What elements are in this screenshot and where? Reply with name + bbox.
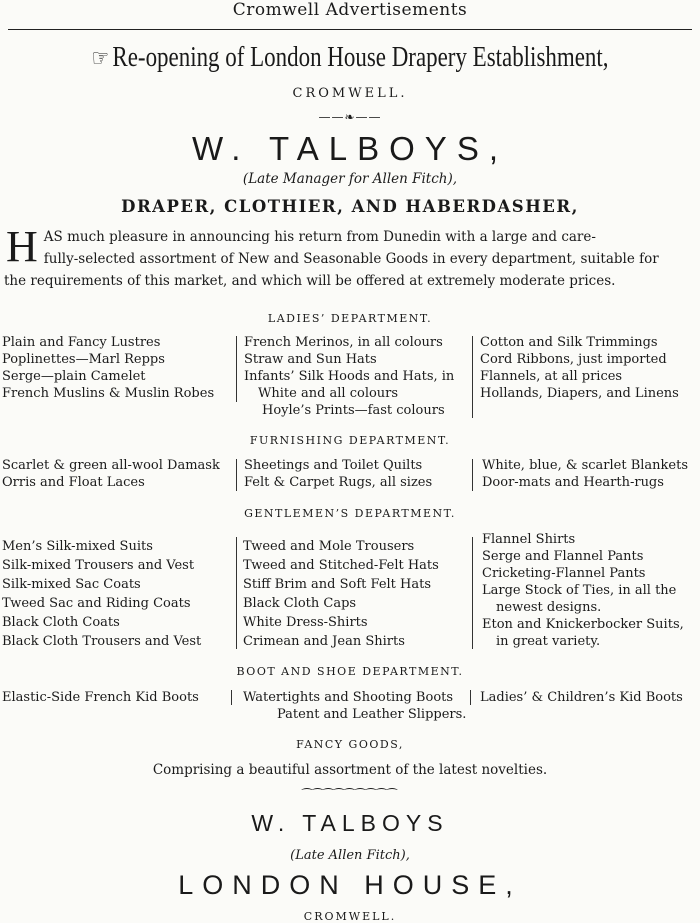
boots-dept-title: BOOT AND SHOE DEPARTMENT.: [236, 665, 464, 678]
list-item: Crimean and Jean Shirts: [243, 634, 405, 649]
ornament-divider: ——❧——: [318, 110, 382, 124]
running-head: Cromwell Advertisements: [232, 0, 468, 20]
ornament-divider-2: ⁀⁀⁀⁀⁀⁀⁀⁀⁀: [302, 788, 398, 802]
list-item: Ladies’ & Children’s Kid Boots: [480, 690, 683, 705]
list-item: Tweed and Stitched-Felt Hats: [243, 558, 439, 573]
furnishing-col-1: [2, 457, 220, 491]
trades-line: DRAPER, CLOTHIER, AND HABERDASHER,: [121, 197, 579, 216]
boots-col-2: [243, 689, 466, 723]
list-item: French Merinos, in all colours: [244, 335, 443, 350]
list-item: Silk-mixed Trousers and Vest: [2, 558, 195, 573]
gentlemen-col-3: [482, 531, 684, 650]
fancy-goods-description: Comprising a beautiful assortment of the latest novelties.: [152, 762, 548, 778]
list-item: Poplinettes—Marl Repps: [2, 352, 165, 367]
list-item: Orris and Float Laces: [2, 475, 145, 490]
list-item: Sheetings and Toilet Quilts: [244, 458, 423, 473]
ladies-dept-title: LADIES’ DEPARTMENT.: [267, 312, 433, 325]
list-item: Door-mats and Hearth-rugs: [482, 475, 664, 490]
column-divider: [472, 537, 473, 649]
list-item: in great variety.: [496, 634, 601, 649]
list-item: Hoyle’s Prints—fast colours: [262, 403, 445, 418]
list-item: Serge and Flannel Pants: [482, 549, 644, 564]
gentlemen-col-1: [2, 537, 201, 651]
list-item: Black Cloth Trousers and Vest: [2, 634, 202, 649]
gentlemen-col-2: [243, 537, 439, 651]
headline-text: Re-opening of London House Drapery Establishment,: [112, 42, 609, 73]
furnishing-col-2: [244, 457, 432, 491]
boots-col-1: [2, 689, 199, 706]
list-item: Cord Ribbons, just imported: [480, 352, 667, 367]
list-item: Hollands, Diapers, and Linens: [480, 386, 679, 401]
fancy-goods-title: FANCY GOODS,: [296, 738, 404, 751]
column-divider: [236, 459, 237, 491]
proprietor-name: W. TALBOYS,: [191, 130, 508, 167]
list-item: Flannels, at all prices: [480, 369, 623, 384]
list-item: Watertights and Shooting Boots: [243, 690, 454, 705]
list-item: Stiff Brim and Soft Felt Hats: [243, 577, 432, 592]
list-item: Scarlet & green all-wool Damask: [2, 458, 220, 473]
furnishing-col-3: [482, 457, 688, 491]
list-item: White, blue, & scarlet Blankets: [482, 458, 689, 473]
list-item: Large Stock of Ties, in all the: [482, 583, 677, 598]
list-item: French Muslins & Muslin Robes: [2, 386, 215, 401]
list-item: Black Cloth Caps: [243, 596, 357, 611]
ladies-col-2: [244, 334, 454, 419]
london-house-title: LONDON HOUSE,: [178, 870, 522, 900]
ladies-col-1: [2, 334, 214, 402]
list-item: Elastic-Side French Kid Boots: [2, 690, 199, 705]
list-item: Infants’ Silk Hoods and Hats, in: [244, 369, 455, 384]
list-item: Eton and Knickerbocker Suits,: [482, 617, 684, 632]
column-divider: [470, 690, 471, 705]
pointing-hand-icon: ☞: [91, 46, 110, 72]
gentlemen-dept-title: GENTLEMEN’S DEPARTMENT.: [244, 507, 456, 520]
column-divider: [236, 336, 237, 402]
list-item: Serge—plain Camelet: [2, 369, 146, 384]
town-name: CROMWELL.: [292, 86, 408, 101]
ladies-col-3: [480, 334, 679, 402]
list-item: Men’s Silk-mixed Suits: [2, 539, 153, 554]
column-divider: [231, 690, 232, 705]
list-item: Tweed Sac and Riding Coats: [2, 596, 191, 611]
headline: [63, 42, 637, 74]
column-divider: [236, 537, 237, 649]
column-divider: [472, 336, 473, 418]
boots-col-3: [480, 689, 683, 706]
list-item: Cricketing-Flannel Pants: [482, 566, 646, 581]
list-item: Felt & Carpet Rugs, all sizes: [244, 475, 433, 490]
drop-cap: H: [6, 222, 38, 271]
town-name-footer: CROMWELL.: [303, 910, 397, 923]
intro-paragraph: [4, 222, 698, 292]
list-item: Tweed and Mole Trousers: [243, 539, 415, 554]
list-item: Black Cloth Coats: [2, 615, 120, 630]
list-item: White Dress-Shirts: [243, 615, 368, 630]
list-item: Flannel Shirts: [482, 532, 576, 547]
late-allen-fitch-note: (Late Allen Fitch),: [290, 848, 410, 863]
list-item: Cotton and Silk Trimmings: [480, 335, 658, 350]
list-item: Silk-mixed Sac Coats: [2, 577, 141, 592]
proprietor-name-footer: W. TALBOYS: [251, 810, 449, 836]
intro-line-2: fully-selected assortment of New and Seasonable Goods in every department, suitable for: [43, 251, 659, 267]
furnishing-dept-title: FURNISHING DEPARTMENT.: [249, 434, 451, 447]
column-divider: [472, 459, 473, 491]
list-item: Straw and Sun Hats: [244, 352, 377, 367]
header-rule: [8, 29, 692, 30]
intro-line-3: the requirements of this market, and which will be offered at extremely moderate prices.: [4, 273, 616, 289]
list-item: White and all colours: [258, 386, 399, 401]
late-manager-note: (Late Manager for Allen Fitch),: [242, 171, 458, 187]
intro-line-1: AS much pleasure in announcing his return from Dunedin with a large and care-: [43, 229, 596, 245]
list-item: Patent and Leather Slippers.: [277, 707, 467, 722]
list-item: Plain and Fancy Lustres: [2, 335, 161, 350]
list-item: newest designs.: [496, 600, 602, 615]
